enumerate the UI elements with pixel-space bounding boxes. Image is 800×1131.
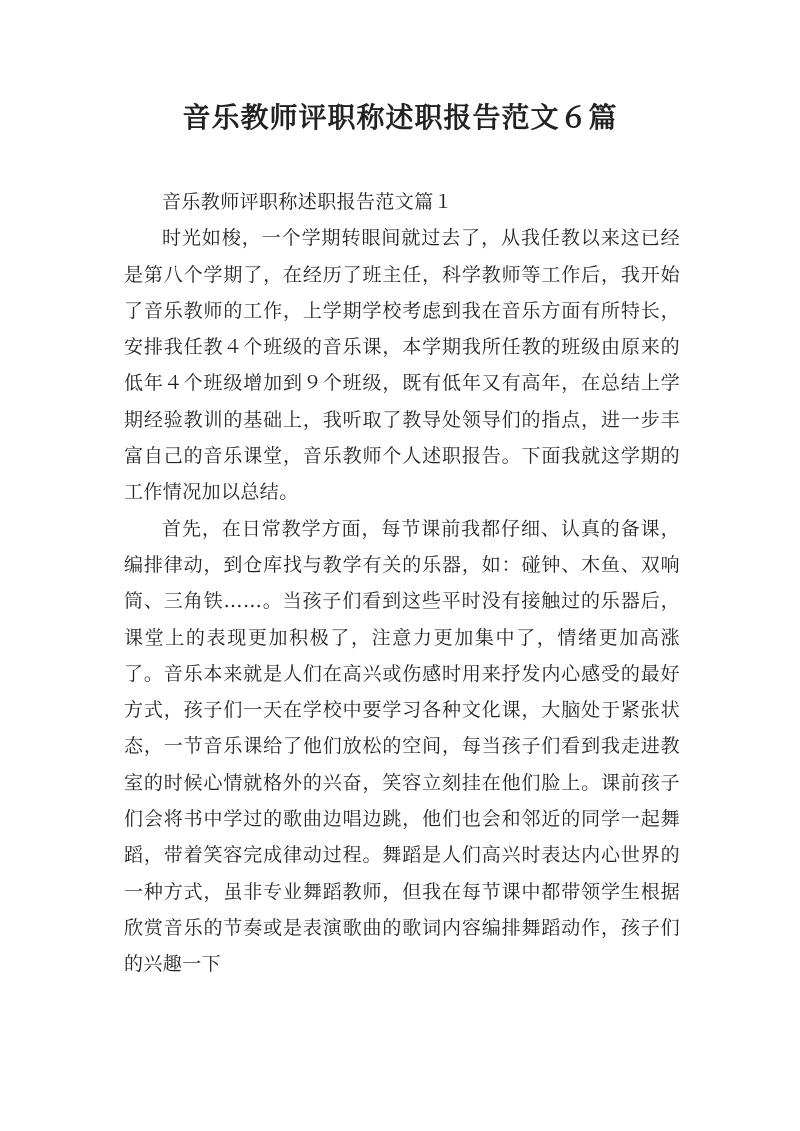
document-body (124, 184, 680, 983)
paragraph-1: 时光如梭，一个学期转眼间就过去了，从我任教以来这已经是第八个学期了，在经历了班主任，科学教师等工作后，我开始了音乐教师的工作，上学期学校考虑到我在音乐方面有所特长，安排我任教４个班级的音乐课，本学期我所任教的班级由原来的低年４个班级增加到９个班级，既有低年又有高年，在总结上学期经验教训的基础上，我听取了教导处领导们的指点，进一步丰富自己的音乐课堂，音乐教师个人述职报告。下面我就这学期的工作情况加以总结。 (124, 227, 680, 504)
document-title: 音乐教师评职称述职报告范文６篇 (182, 101, 618, 134)
section-heading: 音乐教师评职称述职报告范文篇１ (162, 191, 454, 213)
paragraph-2: 首先，在日常教学方面，每节课前我都仔细、认真的备课，编排律动，到仓库找与教学有关的乐器，如：碰钟、木鱼、双响筒、三角铁……。当孩子们看到这些平时没有接触过的乐器后，课堂上的表现更加积极了，注意力更加集中了，情绪更加高涨了。音乐本来就是人们在高兴或伤感时用来抒发内心感受的最好方式，孩子们一天在学校中要学习各种文化课，大脑处于紧张状态，一节音乐课给了他们放松的空间，每当孩子们看到我走进教室的时候心情就格外的兴奋，笑容立刻挂在他们脸上。课前孩子们会将书中学过的歌曲边唱边跳，他们也会和邻近的同学一起舞蹈，带着笑容完成律动过程。舞蹈是人们高兴时表达内心世界的一种方式，虽非专业舞蹈教师，但我在每节课中都带领学生根据欣赏音乐的节奏或是表演歌曲的歌词内容编排舞蹈动作，孩子们的兴趣一下 (124, 517, 680, 976)
